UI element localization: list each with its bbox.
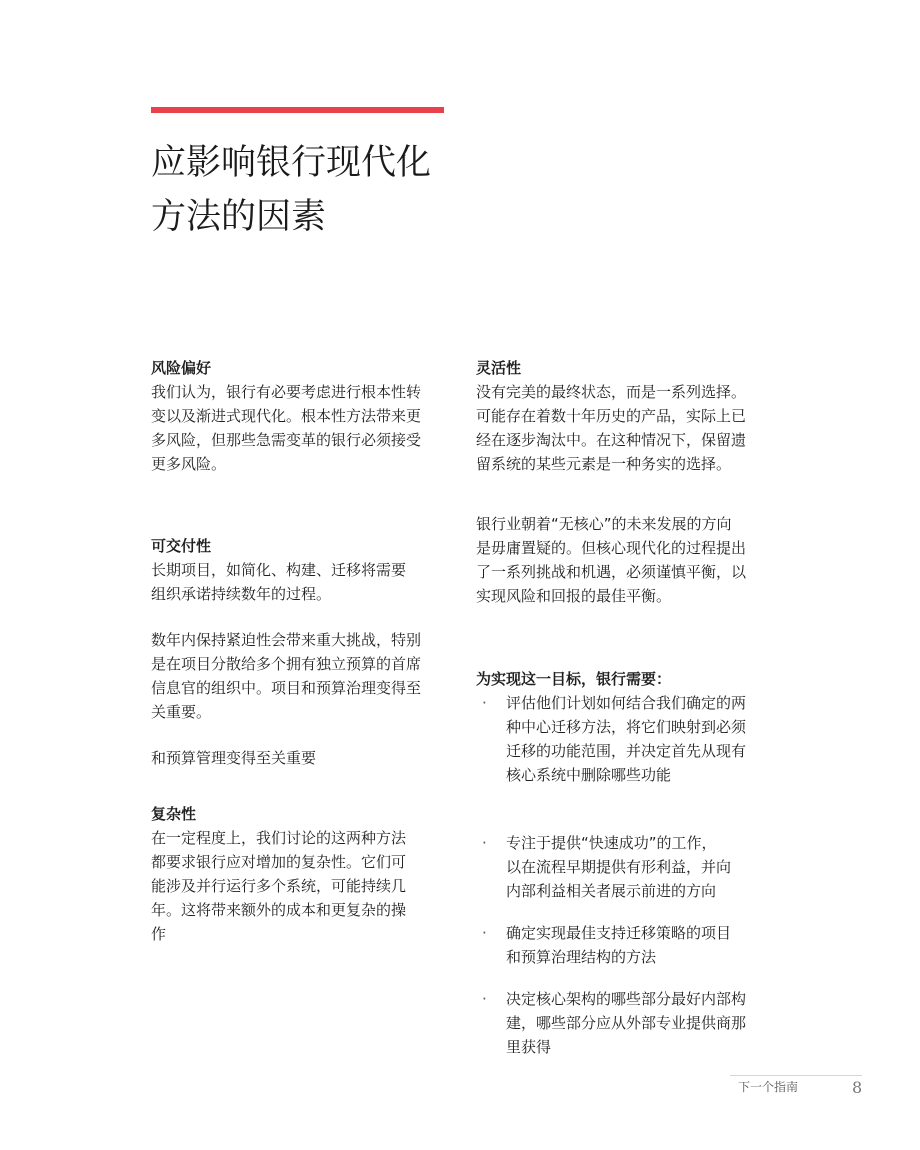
bullet-marker: · [482,834,487,852]
flexibility-text: 没有完美的最终状态，而是一系列选择。 可能存在着数十年历史的产品，实际上已 经在逐步淘汰中。在这种情况下，保留遗 留系统的某些元素是一种务实的选择。 [476,383,747,473]
bullet-marker: · [482,924,487,942]
deliverability-section [151,534,443,770]
flexibility-heading: 灵活性 [476,359,522,377]
risk-section [151,356,443,476]
deliverability-text-2: 数年内保持紧迫性会带来重大挑战，特别 是在项目分散给多个拥有独立预算的首席 信息官的组织中。项目和预算治理变得至 关重要。 [151,631,422,721]
bullet-marker: · [482,990,487,1008]
list-item: · 确定实现最佳支持迁移策略的项目 和预算治理结构的方法 [476,921,768,969]
deliverability-text-3: 和预算管理变得至关重要 [151,749,317,767]
complexity-heading: 复杂性 [151,805,197,823]
page-title-line: 方法的因素 [151,197,327,237]
bullet-marker: · [482,694,487,712]
goal-heading: 为实现这一目标，银行需要： [476,670,672,688]
title-accent-bar [151,107,444,113]
risk-heading: 风险偏好 [151,359,212,377]
goal-bullet-list [476,691,768,1059]
page-title [151,136,471,244]
flexibility-section [476,356,768,476]
footer-divider [730,1075,862,1076]
deliverability-heading: 可交付性 [151,537,212,555]
page-number: 8 [852,1078,863,1097]
coreless-section [476,512,768,608]
list-item: · 专注于提供“快速成功”的工作， 以在流程早期提供有形利益，并向 内部利益相关者展示前进的方向 [476,831,768,903]
page-title-line: 应影响银行现代化 [151,143,432,183]
next-guide-link[interactable]: 下一个指南 [738,1080,799,1094]
goal-section [476,667,768,1059]
list-item: · 决定核心架构的哪些部分最好内部构 建，哪些部分应从外部专业提供商那 里获得 [476,987,768,1059]
complexity-text: 在一定程度上，我们讨论的这两种方法 都要求银行应对增加的复杂性。它们可 能涉及并行运行多个系统，可能持续几 年。这将带来额外的成本和更复杂的操 作 [151,829,407,943]
deliverability-text-1: 长期项目，如简化、构建、迁移将需要 组织承诺持续数年的过程。 [151,561,407,603]
risk-text: 我们认为，银行有必要考虑进行根本性转 变以及渐进式现代化。根本性方法带来更 多风险，但那些急需变革的银行必须接受 更多风险。 [151,383,422,473]
complexity-section [151,802,443,946]
list-item: · 评估他们计划如何结合我们确定的两 种中心迁移方法，将它们映射到必须 迁移的功能范围，并决定首先从现有 核心系统中删除哪些功能 [476,691,768,787]
coreless-text: 银行业朝着“无核心”的未来发展的方向 是毋庸置疑的。但核心现代化的过程提出 了一系列挑战和机遇，必须谨慎平衡，以 实现风险和回报的最佳平衡。 [476,515,747,605]
